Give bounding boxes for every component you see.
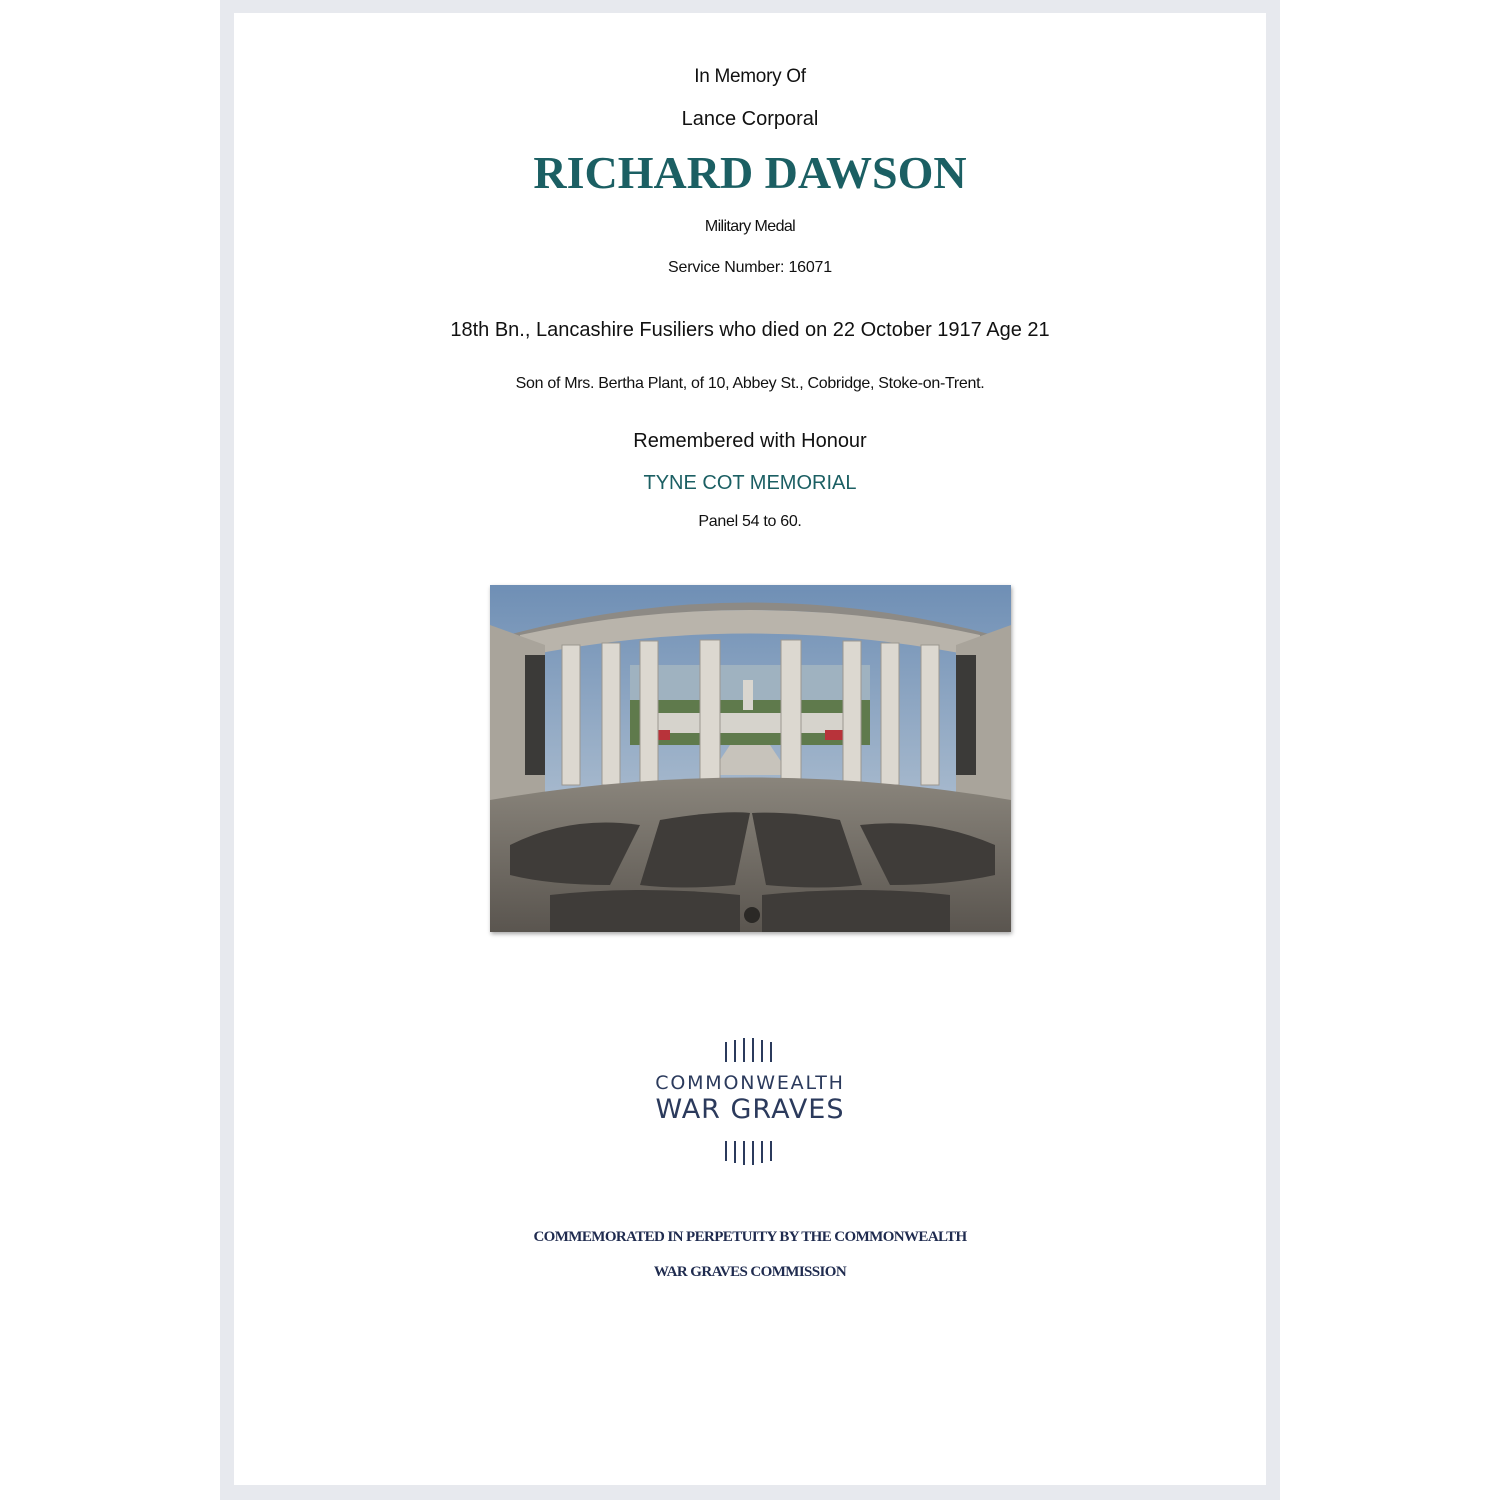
- honours-text: Military Medal: [704, 218, 796, 235]
- soldier-name: RICHARD DAWSON: [533, 147, 967, 198]
- unit-and-death: 18th Bn., Lancashire Fusiliers who died on 22 October 1917 Age 21: [450, 319, 1050, 341]
- memorial-name: TYNE COT MEMORIAL: [643, 472, 857, 494]
- logo-bars-bottom-icon: [720, 1141, 780, 1167]
- remembered-text: Remembered with Honour: [633, 430, 867, 452]
- footer-line-2: WAR GRAVES COMMISSION: [653, 1264, 847, 1280]
- footer-line-1: COMMEMORATED IN PERPETUITY BY THE COMMONWEALTH: [533, 1229, 967, 1245]
- rank-text: Lance Corporal: [681, 108, 819, 130]
- panel-reference: Panel 54 to 60.: [698, 513, 802, 530]
- logo-bars-top-icon: [720, 1038, 780, 1062]
- intro-text: In Memory Of: [694, 66, 806, 87]
- service-number: Service Number: 16071: [668, 259, 832, 276]
- logo-line-2: WAR GRAVES: [655, 1094, 845, 1125]
- logo-line-1: COMMONWEALTH: [655, 1072, 845, 1094]
- family-details: Son of Mrs. Bertha Plant, of 10, Abbey St., Cobridge, Stoke-on-Trent.: [515, 375, 985, 392]
- memorial-photo: [490, 585, 1011, 932]
